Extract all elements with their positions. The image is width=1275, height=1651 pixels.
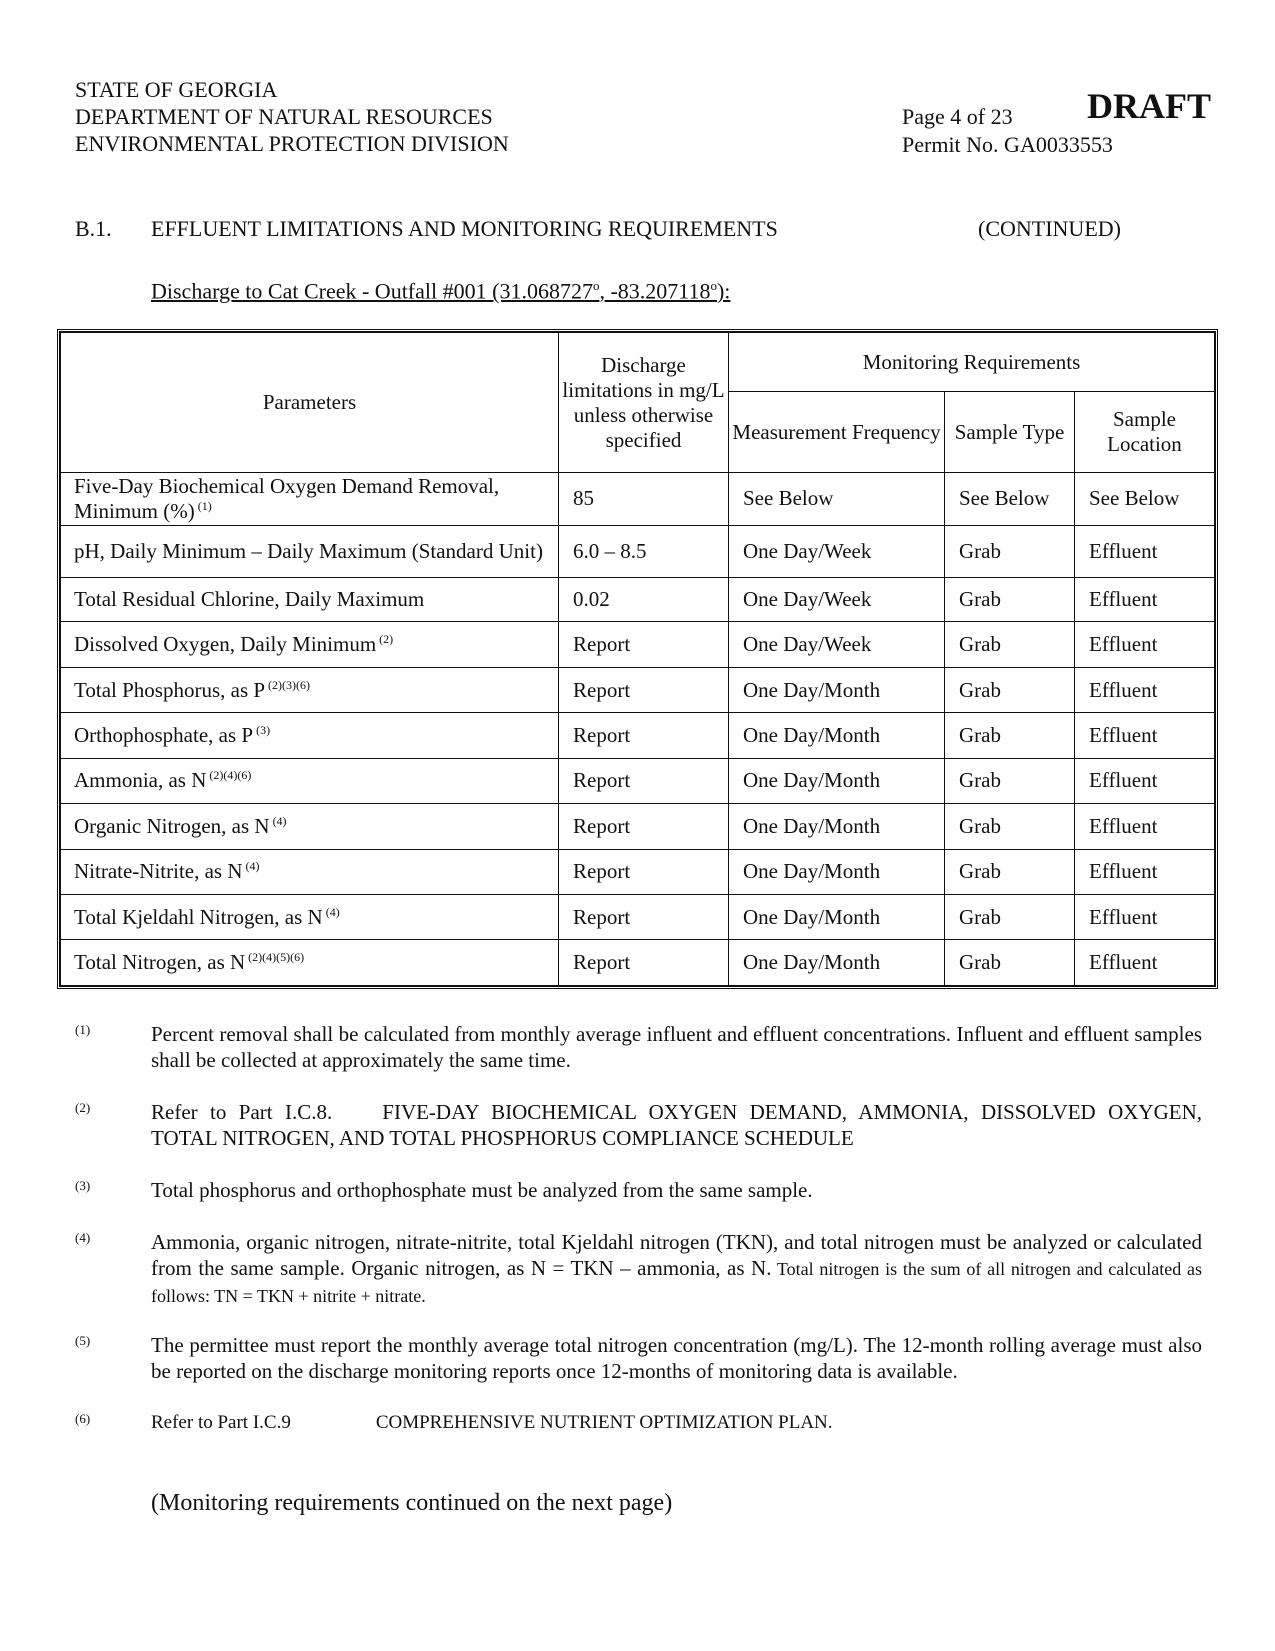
- sample-type-cell: Grab: [945, 804, 1075, 849]
- sample-location-cell: Effluent: [1075, 849, 1215, 894]
- sample-location-cell: Effluent: [1075, 578, 1215, 622]
- parameter-cell: Nitrate-Nitrite, as N $^{(4)}$: [61, 849, 559, 894]
- footnote-5-text: The permittee must report the monthly average total nitrogen concentration (mg/L). The 12-month rolling average must also be reported on the discharge monitoring reports once 12-months of monitoring data is available.: [151, 1333, 1202, 1383]
- limit-cell: Report: [559, 804, 729, 849]
- table-row: [61, 473, 1215, 526]
- sample-type-cell: Grab: [945, 525, 1075, 578]
- limit-cell: Report: [559, 713, 729, 758]
- discharge-middle: , -83.207118: [599, 278, 711, 304]
- footnote-6-ref: Refer to Part I.C.9: [151, 1412, 291, 1433]
- footnote-2-body: FIVE-DAY BIOCHEMICAL OXYGEN DEMAND, AMMONIA, DISSOLVED OXYGEN, TOTAL NITROGEN, AND TOTAL PHOSPHORUS COMPLIANCE SCHEDULE: [151, 1100, 1202, 1150]
- limit-cell: Report: [559, 895, 729, 940]
- table-row: [61, 758, 1215, 803]
- draft-stamp: DRAFT: [1087, 86, 1211, 126]
- sample-type-cell: Grab: [945, 758, 1075, 803]
- monitoring-requirements-table: [60, 332, 1215, 986]
- header-sample-type: Sample Type: [945, 392, 1075, 473]
- discharge-location: [151, 273, 730, 304]
- parameter-cell: Total Phosphorus, as P $^{(2)(3)(6)}$: [61, 667, 559, 712]
- sample-location-cell: Effluent: [1075, 895, 1215, 940]
- footnote-6-mark: (6): [75, 1411, 91, 1426]
- agency-line-department: DEPARTMENT OF NATURAL RESOURCES: [75, 104, 493, 129]
- section-number: B.1.: [75, 216, 112, 241]
- footnote-ref: (4): [242, 859, 260, 874]
- footnote-2-text: [151, 1099, 1202, 1151]
- limit-cell: Report: [559, 622, 729, 667]
- degree-mark: o: [592, 278, 600, 293]
- sample-location-cell: See Below: [1075, 473, 1215, 526]
- page-number: Page 4 of 23: [902, 104, 1013, 129]
- footnote-ref: (3): [253, 723, 271, 738]
- table-row: [61, 713, 1215, 758]
- continuation-note: (Monitoring requirements continued on the next page): [151, 1490, 673, 1516]
- section-title: EFFLUENT LIMITATIONS AND MONITORING REQUIREMENTS: [151, 216, 778, 241]
- parameter-cell: Organic Nitrogen, as N $^{(4)}$: [61, 804, 559, 849]
- footnote-ref: (2): [376, 632, 394, 647]
- frequency-cell: One Day/Month: [729, 940, 945, 986]
- table-row: [61, 804, 1215, 849]
- limit-cell: 0.02: [559, 578, 729, 622]
- limit-cell: Report: [559, 940, 729, 986]
- frequency-cell: One Day/Month: [729, 804, 945, 849]
- parameter-cell: Five-Day Biochemical Oxygen Demand Removal, Minimum (%) $^{(1)}$: [61, 473, 559, 526]
- sample-type-cell: Grab: [945, 895, 1075, 940]
- footnote-4-mark: (4): [75, 1230, 91, 1245]
- parameter-cell: Total Residual Chlorine, Daily Maximum: [61, 578, 559, 622]
- frequency-cell: One Day/Month: [729, 895, 945, 940]
- limit-cell: Report: [559, 758, 729, 803]
- header-measurement-frequency: Measurement Frequency: [729, 392, 945, 473]
- sample-location-cell: Effluent: [1075, 525, 1215, 578]
- footnote-3-text: Total phosphorus and orthophosphate must be analyzed from the same sample.: [151, 1178, 813, 1202]
- header-discharge-limitations: Discharge limitations in mg/L unless otherwise specified: [559, 333, 729, 473]
- footnote-ref: (2)(3)(6): [265, 677, 311, 692]
- header-parameters: Parameters: [61, 333, 559, 473]
- sample-location-cell: Effluent: [1075, 713, 1215, 758]
- parameter-cell: pH, Daily Minimum – Daily Maximum (Standard Unit): [61, 525, 559, 578]
- sample-type-cell: See Below: [945, 473, 1075, 526]
- footnote-6-body: COMPREHENSIVE NUTRIENT OPTIMIZATION PLAN.: [375, 1412, 833, 1433]
- parameter-cell: Total Kjeldahl Nitrogen, as N $^{(4)}$: [61, 895, 559, 940]
- table-row: [61, 849, 1215, 894]
- parameter-cell: Ammonia, as N $^{(2)(4)(6)}$: [61, 758, 559, 803]
- frequency-cell: One Day/Week: [729, 578, 945, 622]
- footnote-5-mark: (5): [75, 1333, 91, 1348]
- frequency-cell: One Day/Month: [729, 667, 945, 712]
- limit-cell: 6.0 – 8.5: [559, 525, 729, 578]
- footnote-4-body: Ammonia, organic nitrogen, nitrate-nitrite, total Kjeldahl nitrogen (TKN), and total nitrogen must be analyzed or calculated from the same sample. Organic nitrogen, as N = TKN – ammonia, as N.: [151, 1230, 1202, 1280]
- frequency-cell: One Day/Week: [729, 525, 945, 578]
- discharge-suffix: ):: [716, 278, 731, 304]
- sample-location-cell: Effluent: [1075, 804, 1215, 849]
- footnote-1-mark: (1): [75, 1022, 91, 1037]
- footnote-ref: (1): [194, 498, 212, 513]
- limit-cell: 85: [559, 473, 729, 526]
- footnote-ref: (4): [322, 904, 340, 919]
- table-row: [61, 525, 1215, 578]
- footnote-2-mark: (2): [75, 1100, 91, 1115]
- footnote-1-text: Percent removal shall be calculated from monthly average influent and effluent concentrations. Influent and effluent samples shall be collected at approximately the same time.: [151, 1022, 1202, 1072]
- agency-header: [75, 76, 509, 157]
- agency-line-division: ENVIRONMENTAL PROTECTION DIVISION: [75, 131, 509, 156]
- table-row: [61, 895, 1215, 940]
- frequency-cell: One Day/Week: [729, 622, 945, 667]
- parameter-cell: Orthophosphate, as P $^{(3)}$: [61, 713, 559, 758]
- sample-type-cell: Grab: [945, 622, 1075, 667]
- limit-cell: Report: [559, 849, 729, 894]
- footnote-ref: (2)(4)(5)(6): [245, 950, 305, 965]
- permit-number: Permit No. GA0033553: [902, 132, 1113, 157]
- frequency-cell: One Day/Month: [729, 758, 945, 803]
- sample-type-cell: Grab: [945, 940, 1075, 986]
- header-sample-location: Sample Location: [1075, 392, 1215, 473]
- table-row: [61, 578, 1215, 622]
- footnote-2-ref: Refer to Part I.C.8.: [151, 1100, 333, 1124]
- sample-location-cell: Effluent: [1075, 622, 1215, 667]
- footnote-4-body-small: Total nitrogen is the sum of all nitrogen and calculated as follows: TN = TKN + nitrite + nitrate.: [151, 1259, 1203, 1306]
- sample-location-cell: Effluent: [1075, 667, 1215, 712]
- footnote-3-mark: (3): [75, 1178, 91, 1193]
- discharge-prefix: Discharge to Cat Creek - Outfall #001 (31.068727: [151, 278, 593, 304]
- footnote-ref: (2)(4)(6): [206, 768, 252, 783]
- parameter-cell: Total Nitrogen, as N $^{(2)(4)(5)(6)}$: [61, 940, 559, 986]
- sample-type-cell: Grab: [945, 667, 1075, 712]
- sample-type-cell: Grab: [945, 713, 1075, 758]
- parameter-cell: Dissolved Oxygen, Daily Minimum $^{(2)}$: [61, 622, 559, 667]
- frequency-cell: See Below: [729, 473, 945, 526]
- limit-cell: Report: [559, 667, 729, 712]
- header-monitoring-requirements: Monitoring Requirements: [729, 333, 1215, 392]
- sample-location-cell: Effluent: [1075, 940, 1215, 986]
- table-row: [61, 667, 1215, 712]
- table-row: [61, 940, 1215, 986]
- agency-line-state: STATE OF GEORGIA: [75, 77, 278, 102]
- frequency-cell: One Day/Month: [729, 713, 945, 758]
- footnote-ref: (4): [269, 813, 287, 828]
- monitoring-table-frame: [57, 329, 1218, 989]
- footnote-4-text: [151, 1229, 1202, 1309]
- sample-type-cell: Grab: [945, 849, 1075, 894]
- frequency-cell: One Day/Month: [729, 849, 945, 894]
- section-continued: (CONTINUED): [978, 216, 1121, 241]
- sample-location-cell: Effluent: [1075, 758, 1215, 803]
- table-row: [61, 622, 1215, 667]
- sample-type-cell: Grab: [945, 578, 1075, 622]
- footnote-6-text: [151, 1410, 1202, 1436]
- degree-mark: o: [710, 278, 717, 293]
